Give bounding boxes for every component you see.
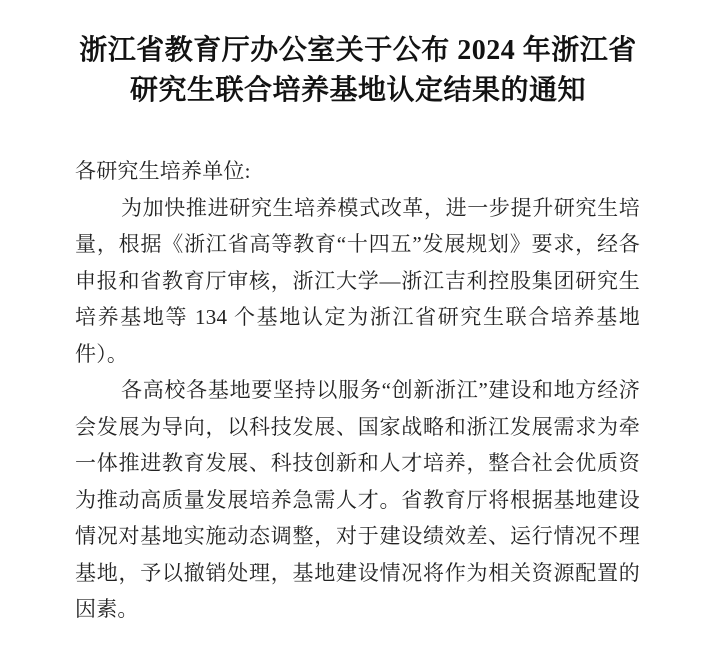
document-page [0, 31, 716, 661]
body-line: 申报和省教育厅审核，浙江大学—浙江吉利控股集团研究生 [75, 268, 640, 293]
title-line-2: 研究生联合培养基地认定结果的通知 [129, 75, 586, 106]
body-line: 一体推进教育发展、科技创新和人才培养，整合社会优质资 [75, 451, 640, 475]
body-line: 量，根据《浙江省高等教育“十四五”发展规划》要求，经各 [75, 232, 640, 256]
salutation: 各研究生培养单位: [75, 159, 251, 183]
document-body [75, 153, 640, 628]
body-line: 为推动高质量发展培养急需人才。省教育厅将根据基地建设 [75, 487, 640, 512]
document-title [40, 31, 676, 111]
body-line: 情况对基地实施动态调整，对于建设绩效差、运行情况不理 [75, 524, 640, 548]
body-line: 会发展为导向，以科技发展、国家战略和浙江发展需求为牵 [75, 414, 640, 439]
body-line: 件）。 [75, 341, 129, 366]
title-line-1: 浙江省教育厅办公室关于公布 2024 年浙江省 [79, 35, 637, 66]
body-line: 培养基地等 134 个基地认定为浙江省研究生联合培养基地 [75, 305, 640, 329]
body-line: 为加快推进研究生培养模式改革，进一步提升研究生培 [121, 195, 640, 220]
body-line: 基地，予以撤销处理，基地建设情况将作为相关资源配置的 [75, 560, 640, 585]
body-line: 各高校各基地要坚持以服务“创新浙江”建设和地方经济 [121, 378, 640, 402]
body-line: 因素。 [75, 597, 139, 621]
